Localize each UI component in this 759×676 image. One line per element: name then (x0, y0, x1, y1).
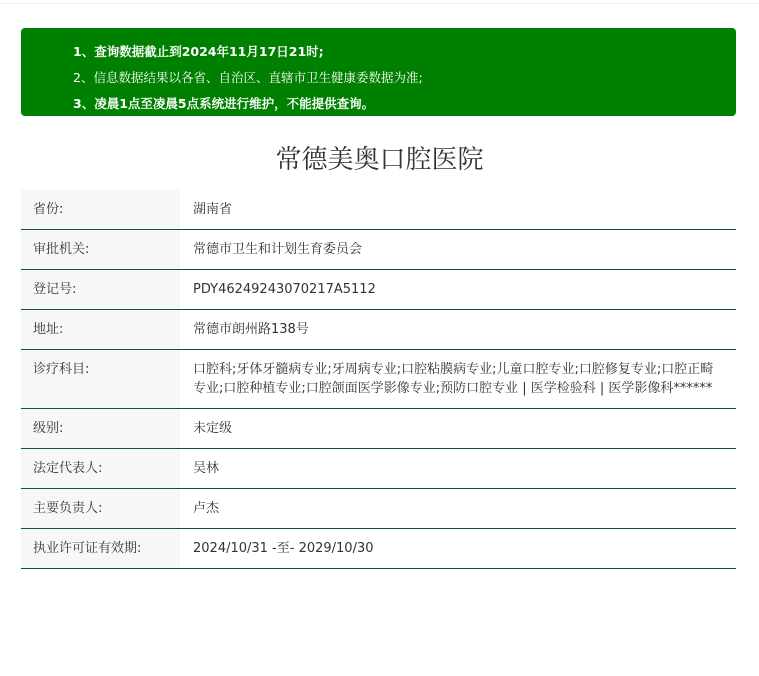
row-label: 执业许可证有效期: (21, 529, 180, 568)
row-level (21, 409, 736, 449)
row-label: 法定代表人: (21, 449, 180, 488)
notice-banner (21, 28, 736, 116)
page-title: 常德美奥口腔医院 (275, 145, 484, 175)
notice-line-3: 3、凌晨1点至凌晨5点系统进行维护，不能提供查询。 (73, 96, 375, 111)
row-registration-number (21, 270, 736, 310)
info-table (21, 190, 736, 569)
row-label: 审批机关: (21, 230, 180, 269)
row-legal-representative (21, 449, 736, 489)
row-province (21, 190, 736, 230)
notice-line-2: 2、信息数据结果以各省、自治区、直辖市卫生健康委数据为准; (73, 70, 423, 85)
row-value: 吴林 (193, 461, 220, 476)
row-label: 省份: (21, 190, 180, 229)
row-value: 卢杰 (193, 501, 220, 516)
row-value: 2024/10/31 -至- 2029/10/30 (193, 541, 374, 556)
row-label: 诊疗科目: (21, 350, 180, 408)
row-address (21, 310, 736, 350)
row-value: 未定级 (193, 421, 233, 436)
row-label: 级别: (21, 409, 180, 448)
row-value: 口腔科;牙体牙髓病专业;牙周病专业;口腔粘膜病专业;儿童口腔专业;口腔修复专业;口腔正畸专业;口腔种植专业;口腔颌面医学影像专业;预防口腔专业 | 医学检验科 | 医学影像科****** (193, 362, 714, 396)
row-license-validity (21, 529, 736, 569)
row-label: 地址: (21, 310, 180, 349)
row-value: 常德市朗州路138号 (193, 322, 309, 337)
row-approval-authority (21, 230, 736, 270)
notice-line-1: 1、查询数据截止到2024年11月17日21时; (73, 44, 324, 59)
row-value: 常德市卫生和计划生育委员会 (193, 242, 363, 257)
row-label: 登记号: (21, 270, 180, 309)
row-value: PDY46249243070217A5112 (193, 282, 376, 297)
row-departments (21, 350, 736, 409)
row-label: 主要负责人: (21, 489, 180, 528)
row-principal (21, 489, 736, 529)
top-divider (0, 3, 759, 4)
row-value: 湖南省 (193, 202, 233, 217)
